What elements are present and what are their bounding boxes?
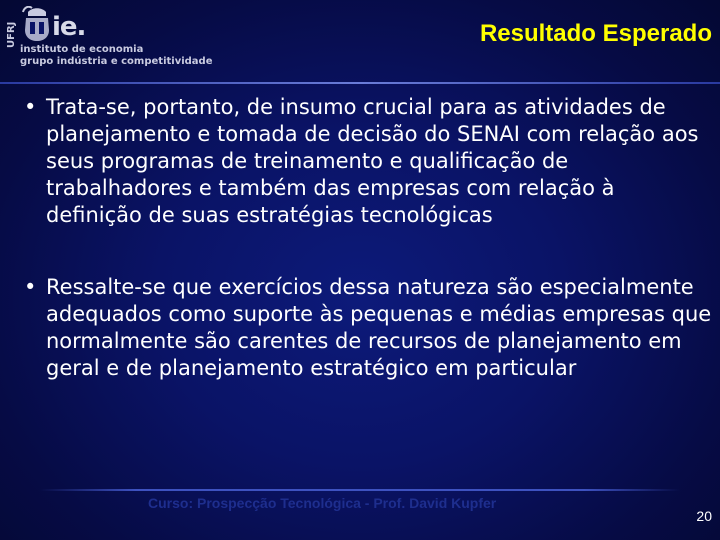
logo-group-name: grupo indústria e competitividade bbox=[20, 56, 213, 67]
title-divider bbox=[0, 82, 720, 84]
logo-institute-name: instituto de economia bbox=[20, 44, 144, 55]
footer-course-label: Curso: Prospecção Tecnológica - Prof. David Kupfer bbox=[148, 495, 497, 511]
page-number: 20 bbox=[696, 508, 712, 524]
bullet-marker: • bbox=[24, 95, 37, 119]
bullet-item bbox=[24, 274, 714, 382]
bullet-list bbox=[24, 94, 714, 382]
bullet-text: Ressalte-se que exercícios dessa natureza são especialmente adequados como suporte às pequenas e médias empresas que normalmente são carentes de recursos de planejamento em geral e de planejamento estratégico em particular bbox=[46, 275, 712, 380]
slide-title: Resultado Esperado bbox=[479, 20, 712, 47]
bullet-text: Trata-se, portanto, de insumo crucial para as atividades de planejamento e tomada de decisão do SENAI com relação aos seus programas de treinamento e qualificação de trabalhadores e também das empresas com relação à definição de suas estratégias tecnológicas bbox=[46, 95, 699, 227]
bullet-item bbox=[24, 94, 714, 229]
ie-logo bbox=[4, 4, 213, 70]
logo-ie-text: ie. bbox=[52, 12, 86, 42]
logo-ufrj-text: UFRJ bbox=[6, 21, 17, 49]
helmet-icon bbox=[18, 6, 56, 48]
footer-divider bbox=[40, 489, 680, 491]
bullet-marker: • bbox=[24, 275, 37, 299]
